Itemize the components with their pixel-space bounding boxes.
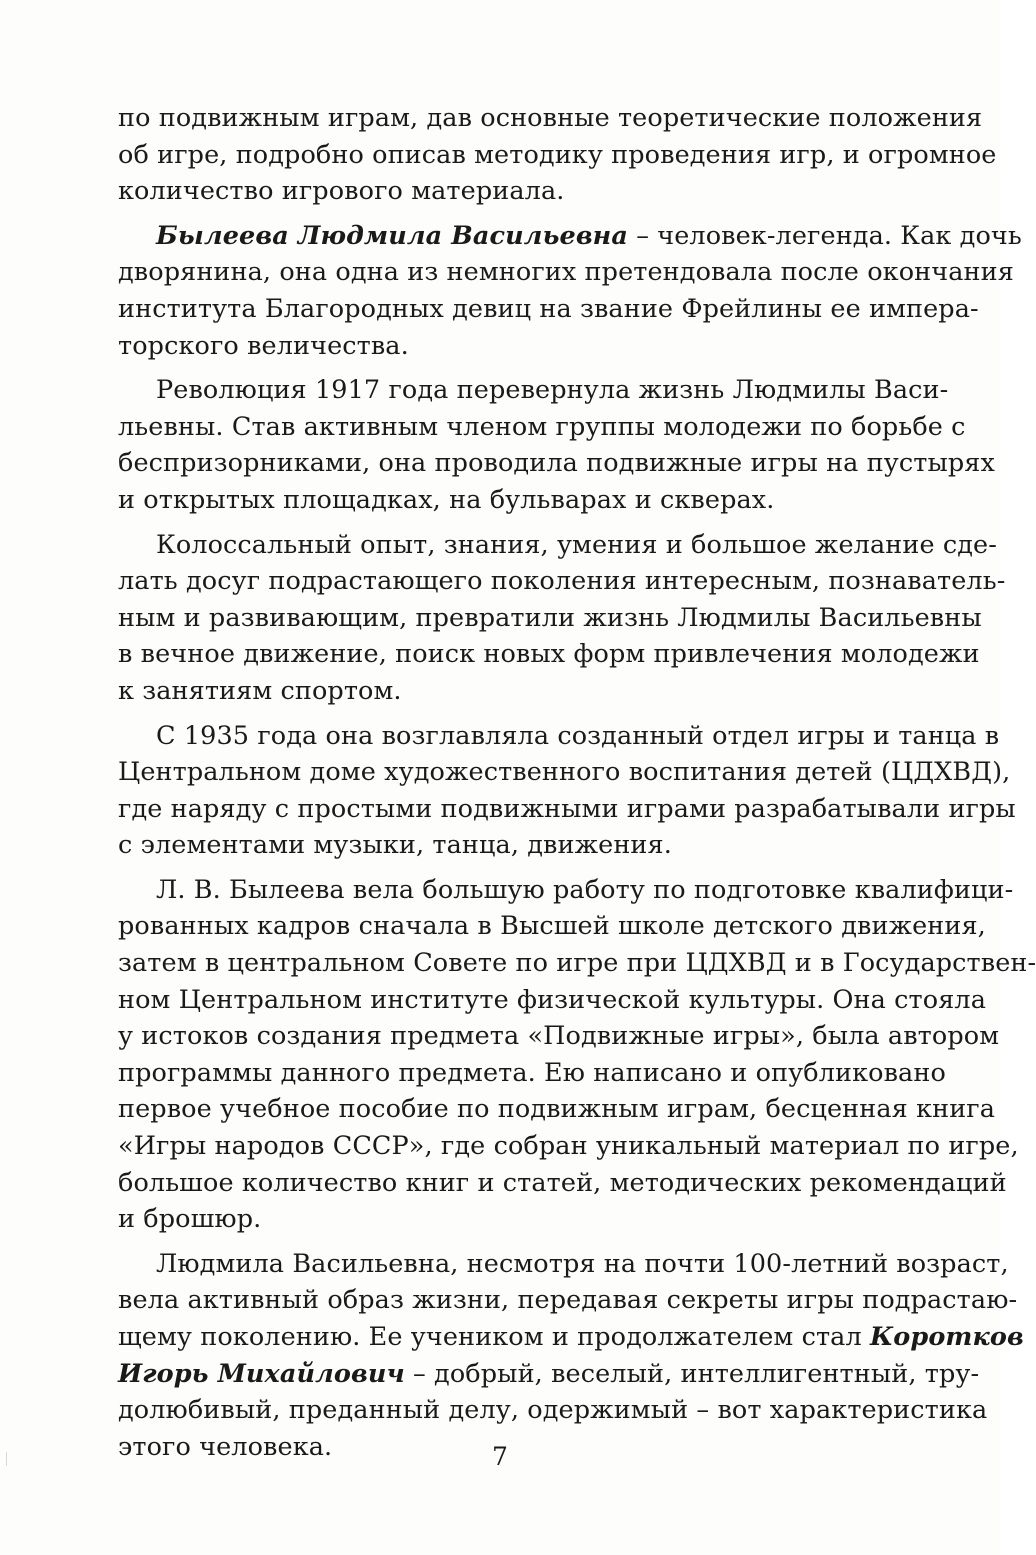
emphasized-name: Игорь Михайлович [118, 1358, 405, 1389]
text-run: Колоссальный опыт, знания, умения и большое желание сде- [156, 529, 997, 560]
text-run: к занятиям спортом. [118, 675, 402, 706]
text-run: Людмила Васильевна, несмотря на почти 100-летний возраст, [156, 1248, 1009, 1279]
text-line [118, 218, 1022, 255]
paragraph [118, 1246, 1024, 1466]
paragraph [118, 718, 1016, 864]
text-line [118, 100, 983, 137]
text-run: беспризорниками, она проводила подвижные игры на пустырях [118, 448, 995, 479]
text-run: вела активный образ жизни, передавая секреты игры подрастаю- [118, 1285, 1018, 1316]
text-line [118, 1319, 1024, 1356]
text-line [118, 1282, 1018, 1319]
text-line [118, 563, 1006, 600]
text-run: ным и развивающим, превратили жизнь Людмилы Васильевны [118, 602, 982, 633]
text-run: по подвижным играм, дав основные теоретические положения [118, 103, 983, 133]
text-run: количество игрового материала. [118, 176, 565, 207]
text-run: «Игры народов СССР», где собран уникальный материал по игре, [118, 1131, 1019, 1162]
text-run: у истоков создания предмета «Подвижные игры», была автором [118, 1021, 1000, 1052]
emphasized-name: Былеева Людмила Васильевна [156, 220, 628, 251]
text-line [118, 409, 966, 446]
text-line [118, 945, 1036, 982]
text-run: и открытых площадках, на бульварах и скверах. [118, 484, 775, 515]
text-run: дворянина, она одна из немногих претендовала после окончания [118, 257, 1014, 288]
text-run: долюбивый, преданный делу, одержимый – вот характеристика [118, 1395, 988, 1426]
text-line [118, 827, 924, 864]
text-run: первое учебное пособие по подвижным играм, бесценная книга [118, 1094, 996, 1125]
text-run: и брошюр. [118, 1204, 262, 1235]
text-line [118, 445, 995, 482]
text-run: рованных кадров сначала в Высшей школе детского движения, [118, 911, 986, 942]
text-line [118, 872, 1014, 909]
text-run: где наряду с простыми подвижными играми разрабатывали игры [118, 793, 1016, 824]
text-run: – добрый, веселый, интеллигентный, тру- [404, 1358, 980, 1389]
text-run: – человек-легенда. Как дочь [627, 220, 1022, 251]
text-run: льевны. Став активным членом группы молодежи по борьбе с [118, 411, 966, 442]
text-run: С 1935 года она возглавляла созданный отдел игры и танца в [156, 720, 1000, 751]
text-line [118, 173, 924, 210]
text-run: с элементами музыки, танца, движения. [118, 830, 672, 861]
paragraph [118, 218, 1022, 364]
text-run: лать досуг подрастающего поколения интересным, познаватель- [118, 566, 1006, 597]
text-run: этого человека. [118, 1431, 333, 1462]
text-run: в вечное движение, поиск новых форм привлечения молодежи [118, 639, 980, 670]
text-run: ном Центральном институте физической культуры. Она стояла [118, 984, 986, 1015]
page-edge-mark [6, 1452, 7, 1466]
text-line [118, 754, 1011, 791]
page-number: 7 [492, 1442, 508, 1471]
text-line [118, 254, 1014, 291]
text-line [118, 791, 1016, 828]
text-run: затем в центральном Совете по игре при ЦДХВД и в Государствен- [118, 948, 1036, 979]
text-line [118, 1246, 1009, 1283]
text-line [118, 982, 986, 1019]
text-line [118, 1018, 1000, 1055]
text-line [118, 600, 982, 637]
text-line [118, 1165, 1007, 1202]
text-line [118, 137, 997, 174]
text-run: Центральном доме художественного воспитания детей (ЦДХВД), [118, 757, 1011, 788]
emphasized-name: Коротков [869, 1322, 1024, 1352]
paragraph [118, 100, 997, 210]
text-line [118, 291, 979, 328]
text-line [118, 1201, 924, 1238]
text-line [118, 908, 986, 945]
paragraph [118, 527, 1006, 710]
text-line [118, 673, 924, 710]
text-line [118, 1091, 996, 1128]
text-run: торского величества. [118, 330, 409, 361]
text-line [118, 482, 924, 519]
text-line [118, 372, 949, 409]
text-line [118, 718, 1000, 755]
text-line [118, 1055, 946, 1092]
text-line [118, 328, 924, 365]
text-run: программы данного предмета. Ею написано и опубликовано [118, 1057, 946, 1088]
body-text [118, 100, 1036, 1473]
text-run: об игре, подробно описав методику проведения игр, и огромное [118, 139, 997, 170]
text-run: щему поколению. Ее учеником и продолжателем стал [118, 1322, 870, 1352]
text-run: Революция 1917 года перевернула жизнь Людмилы Васи- [156, 375, 949, 406]
text-line [118, 1356, 980, 1393]
text-line [118, 1128, 1019, 1165]
text-line [118, 1392, 988, 1429]
paragraph [118, 872, 1036, 1238]
text-line [118, 527, 997, 564]
text-run: большое количество книг и статей, методических рекомендаций [118, 1167, 1007, 1198]
paragraph [118, 372, 995, 518]
text-run: института Благородных девиц на звание Фрейлины ее импера- [118, 293, 979, 324]
text-run: Л. В. Былеева вела большую работу по подготовке квалифици- [156, 874, 1014, 905]
text-line [118, 636, 980, 673]
